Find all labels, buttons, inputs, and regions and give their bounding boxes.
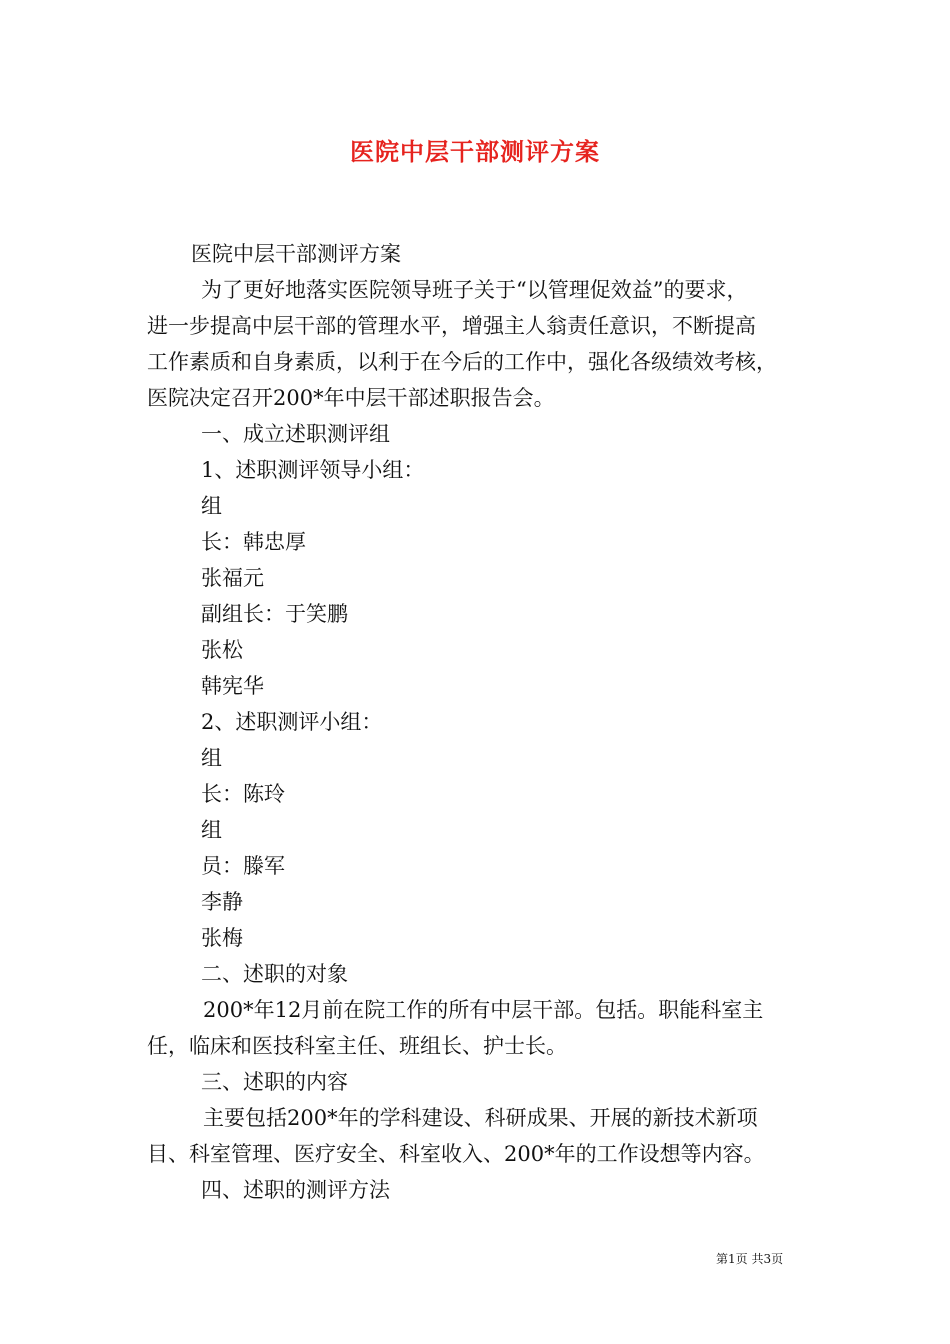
paragraph-line: 200*年12月前在院工作的所有中层干部。包括。职能科室主 (203, 998, 764, 1022)
paragraph-line: 目、科室管理、医疗安全、科室收入、200*年的工作设想等内容。 (147, 1142, 765, 1166)
member-line: 员：滕军 (201, 854, 285, 878)
document-body (147, 236, 815, 1208)
member-line: 张福元 (201, 566, 264, 590)
member-line: 组 (201, 746, 222, 770)
paragraph-line: 任，临床和医技科室主任、班组长、护士长。 (147, 1034, 567, 1058)
section-heading: 二、述职的对象 (201, 962, 348, 986)
section-heading: 一、成立述职测评组 (201, 422, 390, 446)
member-line: 组 (201, 494, 222, 518)
subsection-heading: 2、述职测评小组： (201, 710, 383, 734)
section-heading: 三、述职的内容 (201, 1070, 348, 1094)
section-heading: 四、述职的测评方法 (201, 1178, 390, 1202)
member-line: 副组长：于笑鹏 (201, 602, 348, 626)
member-line: 组 (201, 818, 222, 842)
member-line: 张松 (201, 638, 243, 662)
paragraph-line: 工作素质和自身素质，以利于在今后的工作中，强化各级绩效考核， (147, 350, 777, 374)
paragraph-line: 为了更好地落实医院领导班子关于“以管理促效益”的要求， (201, 278, 748, 302)
paragraph-line: 主要包括200*年的学科建设、科研成果、开展的新技术新项 (203, 1106, 758, 1130)
document-title: 医院中层干部测评方案 (350, 137, 600, 166)
subtitle-line: 医院中层干部测评方案 (191, 242, 401, 266)
member-line: 长：陈玲 (201, 782, 285, 806)
member-line: 李静 (201, 890, 243, 914)
subsection-heading: 1、述职测评领导小组： (201, 458, 425, 482)
member-line: 长：韩忠厚 (201, 530, 306, 554)
paragraph-line: 进一步提高中层干部的管理水平，增强主人翁责任意识，不断提高 (147, 314, 756, 338)
member-line: 韩宪华 (201, 674, 264, 698)
paragraph-line: 医院决定召开200*年中层干部述职报告会。 (147, 386, 555, 410)
member-line: 张梅 (201, 926, 243, 950)
page-number: 第1页 共3页 (716, 1252, 784, 1266)
